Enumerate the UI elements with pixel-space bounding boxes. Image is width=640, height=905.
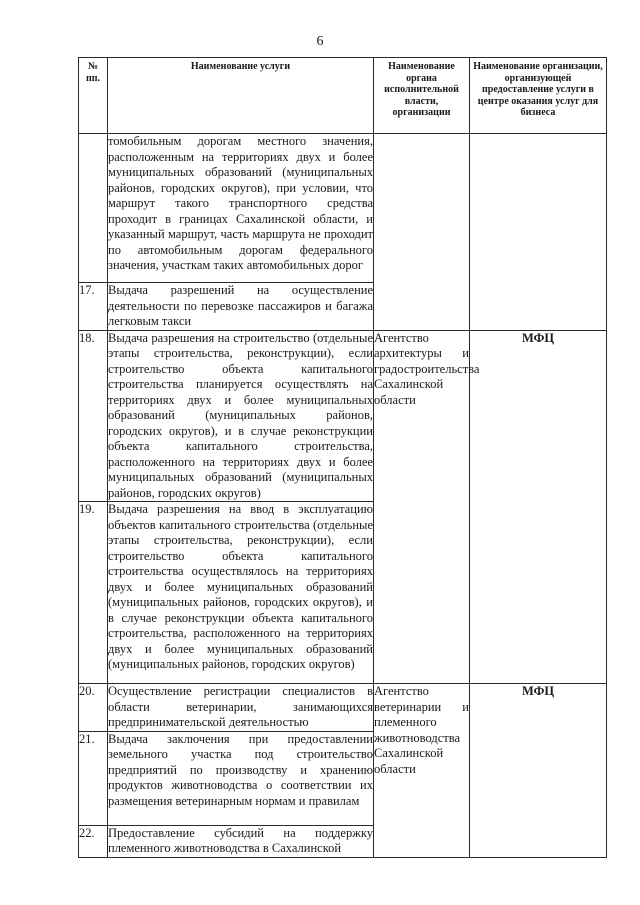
header-authority: Наименование органа исполнительной власти, организации [374,58,470,134]
header-mfc-organization: Наименование организации, организующей предоставление услуги в центре оказания услуг для бизнеса [470,58,607,134]
service-name: Предоставление субсидий на поддержку племенного животноводства в Сахалинской [108,825,373,855]
mfc-name: МФЦ [470,330,607,684]
authority-cell [374,134,470,331]
authority-name: Агентство архитектуры и градостроительства Сахалинской области [374,330,470,684]
service-name: Выдача разрешений на осуществление деятельности по перевозке пассажиров и багажа легковым такси [108,283,373,328]
service-name-continuation: томобильным дорогам местного значения, расположенным на территориях двух и более муниципальных образований (муниципальных районов, городских округов), при условии, что маршрут такого транспортного средства проходит в границах Сахалинской области, и указанный маршрут, часть маршрута не проходит по автомобильным дорогам федерального значения, участкам таких автомобильных дорог [108,134,374,283]
authority-name: Агентство ветеринарии и племенного животноводства Сахалинской области [374,684,470,858]
service-name: Выдача заключения при предоставлении земельного участка под строительство предприятий по производству и хранению продуктов животноводства о соответствии их размещения ветеринарным нормам и правилам [108,731,374,825]
mfc-name: МФЦ [470,684,607,858]
table-row [79,684,607,732]
row-number: 21. [79,731,108,825]
row-number: 17. [79,283,108,331]
service-name: Выдача разрешения на строительство (отдельные этапы строительства, реконструкции), если строительство объекта капитального строительства планируется осуществлять на территориях двух и более муниципальных образований (муниципальных районов, городских округов), и в случае реконструкции объекта капитального строительства, расположенного на территориях двух и более муниципальных образований (муниципальных районов, городских округов) [108,330,373,500]
services-table [78,57,607,858]
row-number [79,134,108,283]
service-name: Выдача разрешения на ввод в эксплуатацию объектов капитального строительства (отдельные этапы строительства, реконструкции), если строительство объекта капитального строительства осуществлялось на территориях двух и более муниципальных образований (муниципальных районов, городских округов), и в случае реконструкции объекта капитального строительства, расположенного на территориях двух и более муниципальных образований (муниципальных районов, городских округов) [108,502,374,684]
row-number: 18. [79,330,108,502]
header-service-name: Наименование услуги [108,58,374,134]
service-name: Осуществление регистрации специалистов в области ветеринарии, занимающихся предпринимательской деятельностью [108,684,373,729]
mfc-cell [470,134,607,331]
header-number: № пп. [79,58,108,134]
table-row [79,134,607,283]
row-number: 22. [79,825,108,857]
page-number: 6 [316,34,324,49]
row-number: 19. [79,502,108,684]
table-header-row [79,58,607,134]
row-number: 20. [79,684,108,732]
table-row [79,330,607,502]
